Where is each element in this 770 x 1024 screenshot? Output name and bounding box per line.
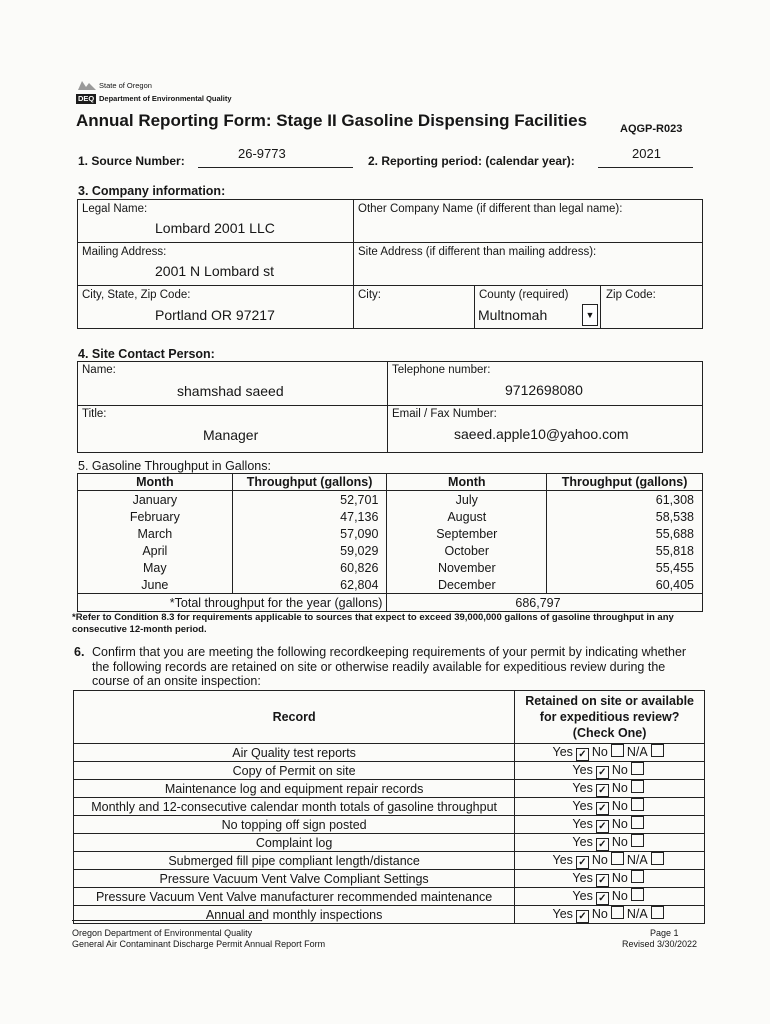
yes-label: Yes <box>572 835 593 849</box>
record-row <box>74 888 705 906</box>
city-state-zip-label: City, State, Zip Code: <box>82 289 191 301</box>
month-cell: June <box>78 576 233 594</box>
month-cell: November <box>387 559 547 576</box>
footer-org: Oregon Department of Environmental Quality <box>72 928 253 938</box>
no-checkbox[interactable] <box>631 780 644 793</box>
reporting-period-label: 2. Reporting period: (calendar year): <box>368 154 575 168</box>
na-label: N/A <box>626 745 648 759</box>
no-checkbox[interactable] <box>631 816 644 829</box>
yes-label: Yes <box>572 889 593 903</box>
throughput-input[interactable]: 55,688 <box>547 525 703 542</box>
contact-title-field[interactable]: Manager <box>203 427 259 443</box>
no-label: No <box>611 763 628 777</box>
no-checkbox[interactable] <box>631 888 644 901</box>
yes-checkbox[interactable]: ✓ <box>596 838 609 851</box>
record-name: Annual and monthly inspections <box>74 906 515 924</box>
yes-checkbox[interactable]: ✓ <box>596 802 609 815</box>
no-checkbox[interactable] <box>611 852 624 865</box>
condition-note: *Refer to Condition 8.3 for requirements applicable to sources that expect to exceed 39,000,000 gallons of gasoline throughput in any consecutive 12-month period. <box>72 612 674 635</box>
record-check-cell <box>515 888 705 906</box>
no-checkbox[interactable] <box>631 798 644 811</box>
throughput-input[interactable]: 62,804 <box>232 576 387 594</box>
throughput-input[interactable]: 58,538 <box>547 508 703 525</box>
month-cell: May <box>78 559 233 576</box>
na-checkbox[interactable] <box>651 906 664 919</box>
record-check-cell <box>515 870 705 888</box>
revised-date: Revised 3/30/2022 <box>622 939 698 949</box>
no-label: No <box>611 835 628 849</box>
table-row <box>78 508 703 525</box>
section-6-number: 6. <box>74 645 85 659</box>
city-state-zip-field[interactable]: Portland OR 97217 <box>155 307 275 323</box>
county-select[interactable]: Multnomah <box>478 307 548 323</box>
table-row <box>78 576 703 594</box>
total-label: *Total throughput for the year (gallons) <box>78 594 387 612</box>
no-checkbox[interactable] <box>631 870 644 883</box>
source-number-field[interactable]: 26-9773 <box>238 146 286 161</box>
records-intro: Confirm that you are meeting the following recordkeeping requirements of your permit by indicating whether the following records are retained on site or otherwise readily available for expeditious review during the course of an onsite inspection: <box>92 645 687 688</box>
contact-name-field[interactable]: shamshad saeed <box>177 383 284 399</box>
na-checkbox[interactable] <box>651 852 664 865</box>
contact-name-label: Name: <box>82 364 116 376</box>
total-field[interactable]: 686,797 <box>387 594 703 612</box>
chevron-down-icon[interactable]: ▼ <box>582 304 598 326</box>
city-label: City: <box>358 289 381 301</box>
email-label: Email / Fax Number: <box>392 408 497 420</box>
na-label: N/A <box>626 853 648 867</box>
yes-checkbox[interactable]: ✓ <box>596 820 609 833</box>
month-cell: July <box>387 491 547 509</box>
yes-checkbox[interactable]: ✓ <box>576 910 589 923</box>
throughput-input[interactable]: 55,455 <box>547 559 703 576</box>
footer-form-name: General Air Contaminant Discharge Permit Annual Report Form <box>72 939 326 949</box>
total-row <box>78 594 703 612</box>
month-cell: February <box>78 508 233 525</box>
legal-name-label: Legal Name: <box>82 203 148 215</box>
yes-label: Yes <box>552 745 573 759</box>
record-name: Air Quality test reports <box>74 744 515 762</box>
record-row <box>74 780 705 798</box>
throughput-input[interactable]: 55,818 <box>547 542 703 559</box>
yes-label: Yes <box>572 817 593 831</box>
other-name-label: Other Company Name (if different than legal name): <box>358 203 623 215</box>
site-address-label: Site Address (if different than mailing address): <box>358 246 597 258</box>
no-checkbox[interactable] <box>631 762 644 775</box>
zip-code-label: Zip Code: <box>606 289 656 301</box>
record-check-cell <box>515 906 705 924</box>
no-label: No <box>591 853 608 867</box>
no-label: No <box>611 889 628 903</box>
throughput-input[interactable]: 52,701 <box>232 491 387 509</box>
yes-checkbox[interactable]: ✓ <box>576 856 589 869</box>
record-name: Pressure Vacuum Vent Valve Compliant Settings <box>74 870 515 888</box>
no-label: No <box>591 745 608 759</box>
deq-logo <box>76 78 276 112</box>
throughput-input[interactable]: 60,826 <box>232 559 387 576</box>
no-label: No <box>591 907 608 921</box>
table-row <box>78 491 703 509</box>
record-name: Pressure Vacuum Vent Valve manufacturer recommended maintenance <box>74 888 515 906</box>
month-cell: April <box>78 542 233 559</box>
record-row <box>74 762 705 780</box>
record-name: Complaint log <box>74 834 515 852</box>
telephone-label: Telephone number: <box>392 364 491 376</box>
month-header: Month <box>78 474 233 491</box>
record-check-cell <box>515 762 705 780</box>
record-check-cell <box>515 852 705 870</box>
mailing-address-label: Mailing Address: <box>82 246 167 258</box>
page-number: Page 1 <box>650 928 679 938</box>
yes-label: Yes <box>552 907 573 921</box>
no-checkbox[interactable] <box>611 906 624 919</box>
record-row <box>74 834 705 852</box>
deq-badge: DEQ <box>78 94 95 103</box>
record-check-cell <box>515 780 705 798</box>
yes-label: Yes <box>552 853 573 867</box>
record-name: No topping off sign posted <box>74 816 515 834</box>
no-label: No <box>611 871 628 885</box>
throughput-heading: 5. Gasoline Throughput in Gallons: <box>78 459 271 473</box>
record-check-cell <box>515 816 705 834</box>
record-check-cell <box>515 798 705 816</box>
table-row <box>78 559 703 576</box>
record-check-cell <box>515 744 705 762</box>
legal-name-field[interactable]: Lombard 2001 LLC <box>155 220 275 236</box>
record-name: Monthly and 12-consecutive calendar month totals of gasoline throughput <box>74 798 515 816</box>
mailing-address-field[interactable]: 2001 N Lombard st <box>155 263 275 279</box>
yes-checkbox[interactable]: ✓ <box>596 892 609 905</box>
throughput-header: Throughput (gallons) <box>547 474 703 491</box>
record-row <box>74 852 705 870</box>
form-title: Annual Reporting Form: Stage II Gasoline Dispensing Facilities <box>76 111 588 130</box>
no-label: No <box>611 781 628 795</box>
no-checkbox[interactable] <box>631 834 644 847</box>
no-label: No <box>611 817 628 831</box>
yes-label: Yes <box>572 781 593 795</box>
state-name: State of Oregon <box>99 81 152 90</box>
table-row <box>78 542 703 559</box>
month-cell: October <box>387 542 547 559</box>
yes-checkbox[interactable]: ✓ <box>576 748 589 761</box>
record-name: Copy of Permit on site <box>74 762 515 780</box>
table-row <box>78 525 703 542</box>
throughput-input[interactable]: 59,029 <box>232 542 387 559</box>
throughput-header: Throughput (gallons) <box>232 474 387 491</box>
email-field[interactable]: saeed.apple10@yahoo.com <box>454 426 629 442</box>
yes-checkbox[interactable]: ✓ <box>596 766 609 779</box>
department-name: Department of Environmental Quality <box>99 94 232 103</box>
retained-header: Retained on site or available for expeditious review? (Check One) <box>515 691 705 744</box>
throughput-input[interactable]: 57,090 <box>232 525 387 542</box>
form-id: AQGP-R023 <box>620 123 683 135</box>
record-row <box>74 744 705 762</box>
yes-label: Yes <box>572 763 593 777</box>
yes-label: Yes <box>572 871 593 885</box>
no-label: No <box>611 799 628 813</box>
telephone-field[interactable]: 9712698080 <box>505 382 583 398</box>
record-name: Submerged fill pipe compliant length/distance <box>74 852 515 870</box>
contact-title-label: Title: <box>82 408 107 420</box>
throughput-input[interactable]: 47,136 <box>232 508 387 525</box>
month-cell: September <box>387 525 547 542</box>
company-heading: 3. Company information: <box>78 184 226 198</box>
county-label: County (required) <box>479 289 569 301</box>
month-cell: January <box>78 491 233 509</box>
reporting-period-field[interactable]: 2021 <box>632 146 661 161</box>
record-header: Record <box>74 691 515 744</box>
month-cell: August <box>387 508 547 525</box>
month-cell: March <box>78 525 233 542</box>
record-name: Maintenance log and equipment repair records <box>74 780 515 798</box>
na-label: N/A <box>626 907 648 921</box>
record-check-cell <box>515 834 705 852</box>
throughput-table <box>77 473 703 612</box>
na-checkbox[interactable] <box>651 744 664 757</box>
oregon-seal-icon <box>76 78 98 92</box>
throughput-input[interactable]: 60,405 <box>547 576 703 594</box>
source-number-label: 1. Source Number: <box>78 154 185 168</box>
month-cell: December <box>387 576 547 594</box>
record-row <box>74 870 705 888</box>
throughput-input[interactable]: 61,308 <box>547 491 703 509</box>
contact-heading: 4. Site Contact Person: <box>78 347 215 361</box>
month-header: Month <box>387 474 547 491</box>
yes-label: Yes <box>572 799 593 813</box>
record-row <box>74 798 705 816</box>
yes-checkbox[interactable]: ✓ <box>596 874 609 887</box>
records-table <box>73 690 705 924</box>
record-row <box>74 816 705 834</box>
yes-checkbox[interactable]: ✓ <box>596 784 609 797</box>
no-checkbox[interactable] <box>611 744 624 757</box>
